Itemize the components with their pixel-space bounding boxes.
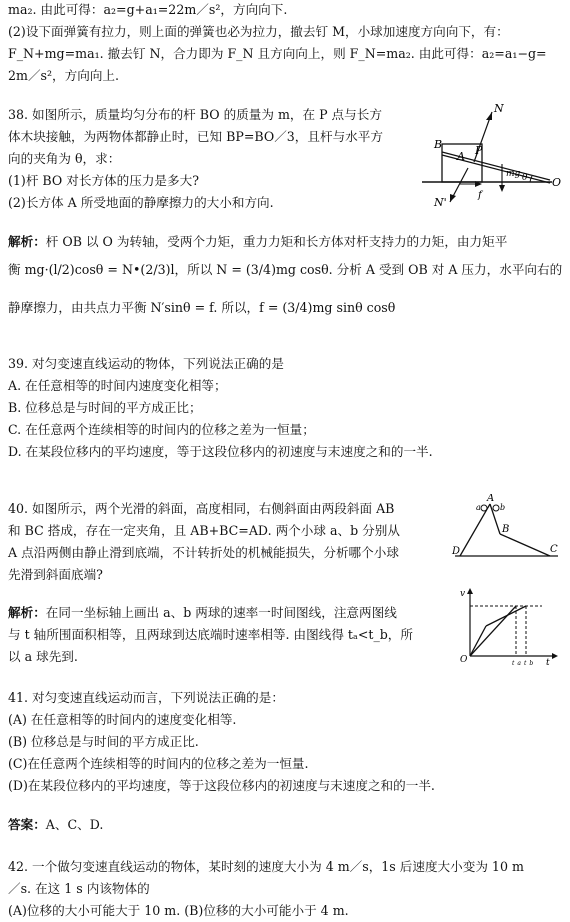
question-38-line: 体木块接触，为两物体都静止时，已知 BP=BO／3，且杆与水平方 xyxy=(8,129,383,144)
question-38-line: 向的夹角为 θ，求： xyxy=(8,151,121,166)
label-theta: θ xyxy=(522,173,528,183)
text-line: 2m／s²，方向向上. xyxy=(8,68,120,83)
option-a: A. 在任意相等的时间内速度变化相等； xyxy=(8,378,227,393)
option-b: (B) 位移总是与时间的平方成正比. xyxy=(8,734,199,749)
question-38-line: (1)杆 BO 对长方体的压力是多大? xyxy=(8,173,199,188)
question-42-line: 42. 一个做匀变速直线运动的物体，某时刻的速度大小为 4 m／s，1s 后速度大小变为 10 m xyxy=(8,859,524,874)
solution-40-line: 以 a 球先到. xyxy=(8,649,78,664)
question-40-line: 先滑到斜面底端? xyxy=(8,567,103,582)
label-t: t xyxy=(546,658,550,666)
option-c: C. 在任意两个连续相等的时间内的位移之差为一恒量； xyxy=(8,422,315,437)
option-b: B. 位移总是与时间的平方成正比； xyxy=(8,400,202,415)
rod-block-diagram xyxy=(412,102,562,212)
solution-38-line xyxy=(8,232,507,252)
arrowhead xyxy=(467,588,473,594)
label-o: O xyxy=(552,176,562,189)
label-v: v xyxy=(460,589,466,599)
question-40-line: 和 BC 搭成，存在一定夹角，且 AB+BC=AD. 两个小球 a、b 分别从 xyxy=(8,523,400,538)
solution-label: 解析： xyxy=(8,234,46,249)
solution-40-line xyxy=(8,603,397,623)
text-line: F_N+mg=ma₁. 撤去钉 N，合力即为 F_N 且方向向上，则 F_N=ma₂. 由此可得：a₂=a₁−g= xyxy=(8,46,547,61)
question-38-line: (2)长方体 A 所受地面的静摩擦力的大小和方向. xyxy=(8,195,274,210)
arrowhead xyxy=(486,112,492,120)
label-a-point: A xyxy=(487,494,495,504)
line-a xyxy=(470,606,516,656)
incline-bc xyxy=(500,534,550,556)
label-c-point: C xyxy=(550,544,558,555)
line-b-seg2 xyxy=(486,606,526,626)
question-41-line: 41. 对匀变速直线运动而言，下列说法正确的是： xyxy=(8,690,284,705)
text-line: (2)设下面弹簧有拉力，则上面的弹簧也必为拉力，撤去钉 M，小球加速度方向向下，有： xyxy=(8,24,509,39)
ball-a xyxy=(481,505,487,511)
option-d: (D)在某段位移内的平均速度，等于这段位移内的初速度与末速度之和的一半. xyxy=(8,778,435,793)
answer-text: A、C、D. xyxy=(45,817,104,832)
label-f: f xyxy=(478,190,482,201)
incline-ad xyxy=(460,504,490,556)
label-ta: t_a xyxy=(512,660,521,666)
arrowhead xyxy=(499,185,505,192)
question-40-line: A 点沿两侧由静止滑到底端，不计转折处的机械能损失，分析哪个小球 xyxy=(8,545,399,560)
label-ball-a: a xyxy=(476,503,481,512)
incline-diagram xyxy=(450,494,562,564)
label-p: P xyxy=(475,144,483,157)
ball-b xyxy=(493,505,499,511)
option-a: (A) 在任意相等的时间内的速度变化相等. xyxy=(8,712,237,727)
label-tb: t_b xyxy=(524,660,534,666)
text-line: ma₂. 由此可得：a₂=g+a₁=22m／s²，方向向下. xyxy=(8,2,288,17)
question-42-line: (A)位移的大小可能大于 10 m. (B)位移的大小可能小于 4 m. xyxy=(8,903,349,918)
question-39-line: 39. 对匀变速直线运动的物体，下列说法正确的是 xyxy=(8,356,284,371)
angle-arc xyxy=(530,176,532,182)
answer-label: 答案： xyxy=(8,817,46,832)
label-ball-b: b xyxy=(500,503,506,512)
label-d-point: D xyxy=(452,546,461,557)
solution-text: 在同一坐标轴上画出 a、b 两球的速率一时间图线，注意两图线 xyxy=(45,605,397,620)
arrowhead xyxy=(552,653,558,659)
label-n: N xyxy=(494,102,504,115)
solution-38-equation: 静摩擦力，由共点力平衡 N′sinθ = f. 所以，f = (3/4)mg sinθ cosθ xyxy=(8,300,396,315)
label-mg: mg xyxy=(506,169,521,179)
label-b-point: B xyxy=(502,524,510,535)
arrowhead xyxy=(450,194,456,202)
velocity-time-graph xyxy=(456,586,560,666)
label-n-prime: N' xyxy=(434,196,447,209)
answer-41-line xyxy=(8,815,103,835)
solution-label: 解析： xyxy=(8,605,46,620)
label-origin: O xyxy=(460,655,468,665)
option-c: (C)在任意两个连续相等的时间内的位移之差为一恒量. xyxy=(8,756,309,771)
solution-text: 杆 OB 以 O 为转轴，受两个力矩，重力力矩和长方体对杆支持力的力矩，由力矩平 xyxy=(45,234,508,249)
question-40-line: 40. 如图所示，两个光滑的斜面，高度相同，右侧斜面由两段斜面 AB xyxy=(8,501,395,516)
label-b: B xyxy=(434,138,443,151)
solution-38-equation: 衡 mg·(l/2)cosθ = N•(2/3)l，所以 N = (3/4)mg cosθ. 分析 A 受到 OB 对 A 压力，水平向右的 xyxy=(8,262,563,277)
question-42-line: ／s. 在这 1 s 内该物体的 xyxy=(8,881,150,896)
option-d: D. 在某段位移内的平均速度，等于这段位移内的初速度与末速度之和的一半. xyxy=(8,444,433,459)
question-38-line: 38. 如图所示，质量均匀分布的杆 BO 的质量为 m，在 P 点与长方 xyxy=(8,107,382,122)
solution-40-line: 与 t 轴所围面积相等，且两球到达底端时速率相等. 由图线得 tₐ<t_b，所 xyxy=(8,627,413,642)
label-a: A xyxy=(457,150,465,163)
